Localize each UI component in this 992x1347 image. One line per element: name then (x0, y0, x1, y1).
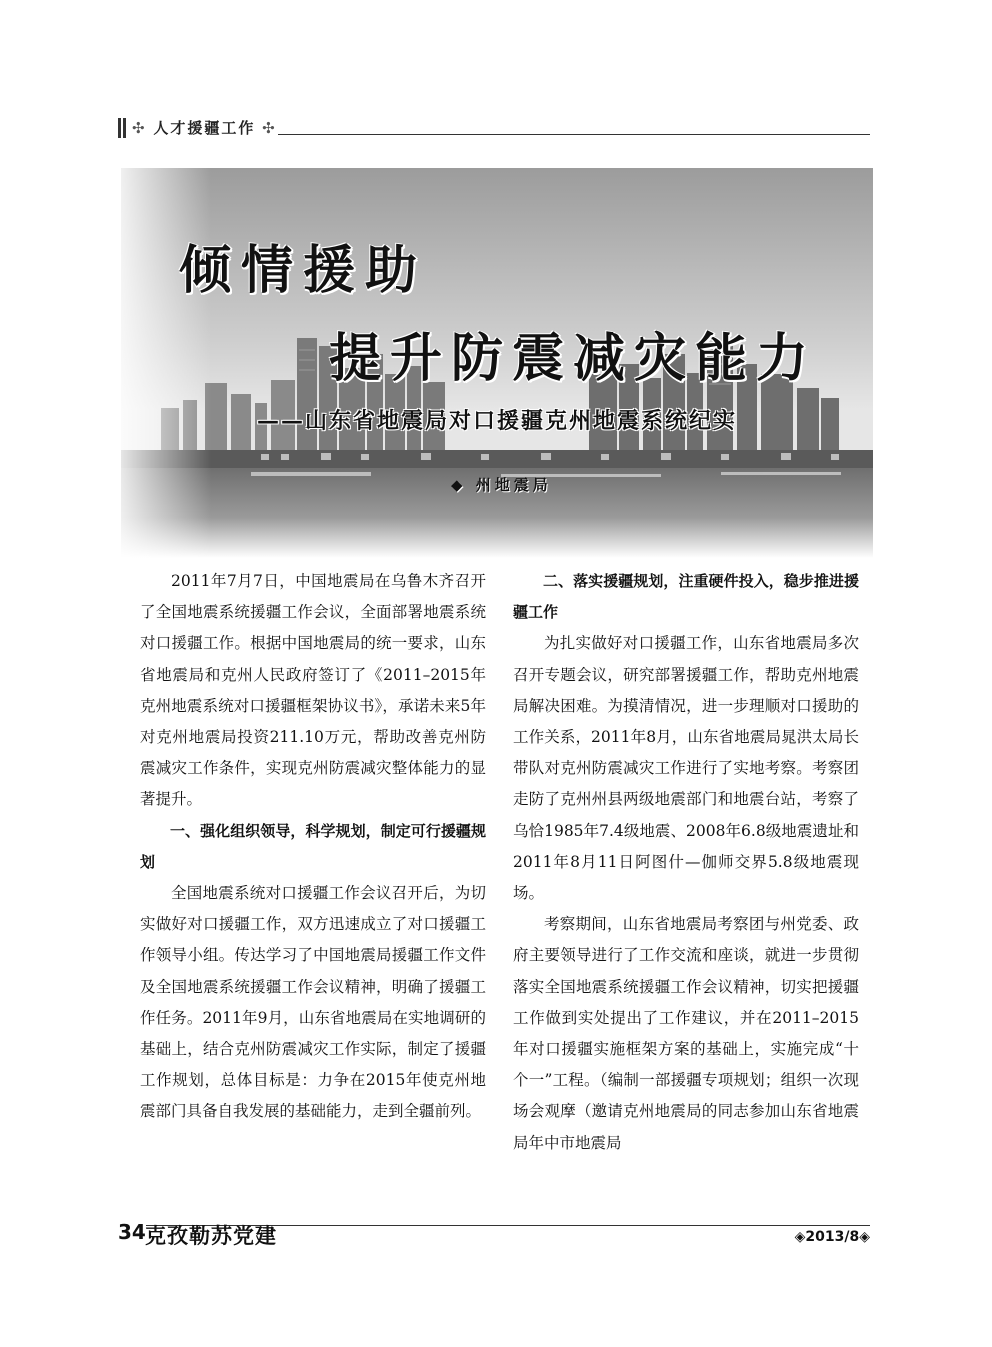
diamond-icon: ◆ (451, 476, 476, 494)
paragraph: 为扎实做好对口援疆工作，山东省地震局多次召开专题会议，研究部署援疆工作，帮助克州地震局解决困难。为摸清情况，进一步理顺对口援助的工作关系，2011年8月，山东省地震局晁洪太局长带队对克州防震减灾工作进行了实地考察。考察团走防了克州州县两级地震部门和地震台站，考察了乌恰1985年7.4级地震、2008年6.8级地震遗址和2011年8月11日阿图什—伽师交界5.8级地震现场。 (513, 634, 859, 903)
author-line (451, 474, 552, 495)
plus-icon: ✣ (255, 119, 277, 137)
section-heading: 一、强化组织领导，科学规划，制定可行援疆规划 (140, 821, 486, 871)
paragraph: 2011年7月7日，中国地震局在乌鲁木齐召开了全国地震系统援疆工作会议，全面部署地震系统对口援疆工作。根据中国地震局的统一要求，山东省地震局和克州人民政府签订了《2011–2015年克州地震系统对口援疆框架协议书》，承诺未来5年对克州地震局投资211.10万元，帮助改善克州防震减灾工作条件，实现克州防震减灾整体能力的显著提升。 (140, 572, 486, 809)
page-footer (118, 1220, 870, 1254)
header-rule (278, 134, 870, 135)
issue-text: 2013/8 (805, 1229, 860, 1245)
section-label-text: 人才援疆工作 (153, 119, 256, 137)
header-bars-icon (118, 118, 128, 138)
subtitle: ——山东省地震局对口援疆克州地震系统纪实 (257, 408, 738, 434)
issue-date (795, 1229, 870, 1245)
section-label (132, 117, 277, 138)
paragraph: 考察期间，山东省地震局考察团与州党委、政府主要领导进行了工作交流和座谈，就进一步贯彻落实全国地震系统援疆工作会议精神，切实把援疆工作做到实处提出了工作建议，并在2011–2015年对口援疆实施框架方案的基础上，实施完成“十个一”工程。（编制一部援疆专项规划；组织一次现场会观摩（邀请克州地震局的同志参加山东省地震局年中市地震局 (513, 915, 859, 1152)
section-header (118, 116, 870, 142)
title-line-2: 提升防震减灾能力 (329, 328, 818, 389)
right-column (513, 566, 859, 1159)
left-column (140, 566, 486, 1128)
paragraph: 全国地震系统对口援疆工作会议召开后，为切实做好对口援疆工作，双方迅速成立了对口援疆工作领导小组。传达学习了中国地震局援疆工作文件及全国地震系统援疆工作会议精神，明确了援疆工作任务。2011年9月，山东省地震局在实地调研的基础上，结合克州防震减灾工作实际，制定了援疆工作规划，总体目标是：力争在2015年使克州地震部门具备自我发展的基础能力，走到全疆前列。 (140, 884, 486, 1121)
banner-image (121, 168, 873, 558)
plus-icon: ✣ (132, 119, 154, 137)
title-line-1: 倾情援助 (179, 240, 428, 301)
page-number: 34 (118, 1220, 146, 1244)
diamond-icon: ◈ (859, 1229, 870, 1245)
author-name: 州地震局 (475, 476, 552, 494)
section-heading: 二、落实援疆规划，注重硬件投入，稳步推进援疆工作 (513, 572, 859, 622)
magazine-name: 克孜勒苏党建 (145, 1224, 277, 1248)
diamond-icon: ◈ (794, 1229, 806, 1245)
